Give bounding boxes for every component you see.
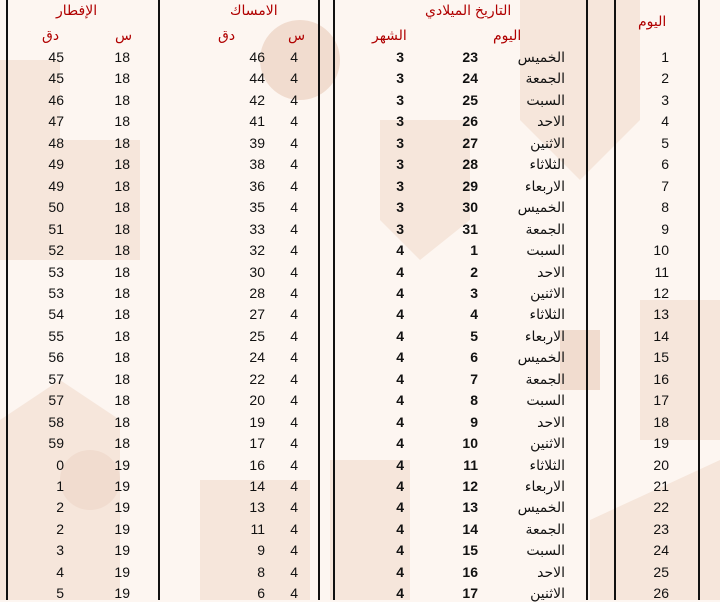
cell-month: 4 xyxy=(396,563,404,580)
cell-day-index: 12 xyxy=(653,284,669,301)
cell-imsak-hour: 4 xyxy=(290,499,298,516)
cell-month: 3 xyxy=(396,49,404,65)
cell-iftar-hour: 18 xyxy=(114,49,130,65)
cell-day-of-month: 4 xyxy=(470,306,478,323)
cell-day-of-month: 31 xyxy=(462,220,478,237)
cell-iftar-minute: 47 xyxy=(48,113,64,130)
cell-day-of-month: 29 xyxy=(462,177,478,194)
cell-imsak-minute: 44 xyxy=(249,70,265,87)
cell-day-index: 10 xyxy=(653,242,669,259)
cell-month: 4 xyxy=(396,585,404,602)
cell-iftar-minute: 53 xyxy=(48,284,64,301)
cell-month: 4 xyxy=(396,306,404,323)
cell-iftar-minute: 57 xyxy=(48,392,64,409)
cell-imsak-hour: 4 xyxy=(290,563,298,580)
cell-iftar-minute: 45 xyxy=(48,70,64,87)
header-gregorian-date: التاريخ الميلادي xyxy=(425,2,512,18)
cell-imsak-minute: 39 xyxy=(249,134,265,151)
cell-day-index: 3 xyxy=(661,91,669,108)
cell-day-index: 14 xyxy=(653,327,669,344)
cell-imsak-hour: 4 xyxy=(290,370,298,387)
cell-iftar-hour: 18 xyxy=(114,70,130,87)
cell-weekday: الاربعاء xyxy=(524,177,565,194)
cell-iftar-hour: 19 xyxy=(114,456,130,473)
cell-month: 4 xyxy=(396,242,404,259)
subheader-day: اليوم xyxy=(493,27,522,43)
cell-month: 4 xyxy=(396,435,404,452)
cell-imsak-hour: 4 xyxy=(290,220,298,237)
cell-weekday: الاحد xyxy=(537,563,565,580)
cell-day-of-month: 5 xyxy=(470,327,478,344)
cell-month: 4 xyxy=(396,542,404,559)
column-divider-2 xyxy=(158,0,160,600)
cell-iftar-minute: 59 xyxy=(48,435,64,452)
cell-imsak-hour: 4 xyxy=(290,70,298,87)
cell-day-index: 19 xyxy=(653,435,669,452)
cell-month: 4 xyxy=(396,349,404,366)
cell-day-of-month: 7 xyxy=(470,370,478,387)
cell-weekday: الخميس xyxy=(517,199,565,216)
cell-weekday: الاربعاء xyxy=(524,478,565,494)
cell-imsak-minute: 13 xyxy=(249,499,265,516)
cell-day-index: 2 xyxy=(661,70,669,87)
cell-imsak-hour: 4 xyxy=(290,435,298,452)
cell-iftar-minute: 0 xyxy=(56,456,64,473)
cell-iftar-hour: 19 xyxy=(114,563,130,580)
cell-iftar-minute: 49 xyxy=(48,156,64,173)
cell-weekday: الجمعة xyxy=(525,220,565,237)
cell-weekday: الاربعاء xyxy=(524,327,565,344)
cell-day-of-month: 23 xyxy=(462,49,478,65)
cell-imsak-hour: 4 xyxy=(290,156,298,173)
cell-imsak-hour: 4 xyxy=(290,49,298,65)
cell-imsak-minute: 8 xyxy=(257,563,265,580)
cell-month: 3 xyxy=(396,91,404,108)
cell-imsak-minute: 35 xyxy=(249,199,265,216)
cell-imsak-hour: 4 xyxy=(290,349,298,366)
cell-imsak-hour: 4 xyxy=(290,413,298,430)
subheader-imsak-minute: دق xyxy=(218,27,236,43)
cell-day-of-month: 14 xyxy=(462,520,478,537)
cell-day-of-month: 30 xyxy=(462,199,478,216)
cell-month: 4 xyxy=(396,327,404,344)
cell-iftar-minute: 57 xyxy=(48,370,64,387)
cell-iftar-hour: 18 xyxy=(114,370,130,387)
column-divider-7 xyxy=(698,0,700,600)
cell-weekday: الثلاثاء xyxy=(529,456,565,473)
cell-iftar-minute: 2 xyxy=(56,499,64,516)
cell-weekday: الاحد xyxy=(537,263,565,280)
cell-weekday: السبت xyxy=(526,542,565,559)
header-imsak: الامساك xyxy=(230,2,278,18)
cell-iftar-hour: 19 xyxy=(114,499,130,516)
cell-day-index: 7 xyxy=(661,177,669,194)
cell-iftar-hour: 18 xyxy=(114,349,130,366)
cell-day-index: 15 xyxy=(653,349,669,366)
cell-day-of-month: 13 xyxy=(462,499,478,516)
subheader-iftar-hour: س xyxy=(115,27,133,43)
cell-imsak-minute: 14 xyxy=(249,478,265,494)
cell-iftar-hour: 18 xyxy=(114,435,130,452)
cell-month: 4 xyxy=(396,263,404,280)
cell-imsak-minute: 16 xyxy=(249,456,265,473)
cell-imsak-hour: 4 xyxy=(290,134,298,151)
cell-imsak-hour: 4 xyxy=(290,113,298,130)
cell-weekday: الخميس xyxy=(517,49,565,65)
cell-weekday: الاحد xyxy=(537,113,565,130)
cell-day-index: 4 xyxy=(661,113,669,130)
subheader-iftar-minute: دق xyxy=(42,27,60,43)
cell-imsak-minute: 11 xyxy=(250,520,265,537)
cell-day-index: 20 xyxy=(653,456,669,473)
cell-weekday: الاثنين xyxy=(530,435,565,452)
cell-imsak-hour: 4 xyxy=(290,199,298,216)
cell-iftar-hour: 18 xyxy=(114,242,130,259)
cell-day-index: 9 xyxy=(661,220,669,237)
cell-iftar-hour: 19 xyxy=(114,520,130,537)
cell-imsak-minute: 17 xyxy=(249,435,265,452)
cell-day-of-month: 15 xyxy=(462,542,478,559)
cell-imsak-minute: 46 xyxy=(249,49,265,65)
cell-iftar-hour: 19 xyxy=(114,478,130,494)
column-divider-6 xyxy=(614,0,616,600)
cell-weekday: الاثنين xyxy=(530,585,565,602)
cell-weekday: السبت xyxy=(526,392,565,409)
cell-weekday: الثلاثاء xyxy=(529,306,565,323)
cell-iftar-minute: 51 xyxy=(48,220,64,237)
cell-iftar-hour: 18 xyxy=(114,263,130,280)
cell-imsak-hour: 4 xyxy=(290,585,298,602)
cell-iftar-hour: 18 xyxy=(114,177,130,194)
cell-day-of-month: 2 xyxy=(470,263,478,280)
cell-iftar-minute: 52 xyxy=(48,242,64,259)
cell-day-of-month: 8 xyxy=(470,392,478,409)
cell-day-of-month: 3 xyxy=(470,284,478,301)
cell-iftar-hour: 18 xyxy=(114,306,130,323)
cell-day-of-month: 27 xyxy=(462,134,478,151)
cell-month: 4 xyxy=(396,370,404,387)
cell-iftar-hour: 18 xyxy=(114,392,130,409)
cell-iftar-hour: 18 xyxy=(114,113,130,130)
cell-imsak-minute: 42 xyxy=(249,91,265,108)
header-day-index: اليوم xyxy=(638,13,667,29)
cell-iftar-hour: 19 xyxy=(114,542,130,559)
cell-month: 4 xyxy=(396,478,404,494)
cell-day-of-month: 9 xyxy=(470,413,478,430)
cell-day-of-month: 28 xyxy=(462,156,478,173)
cell-imsak-minute: 9 xyxy=(257,542,265,559)
cell-imsak-minute: 24 xyxy=(249,349,265,366)
cell-imsak-minute: 41 xyxy=(249,113,265,130)
cell-month: 3 xyxy=(396,70,404,87)
cell-imsak-minute: 19 xyxy=(249,413,265,430)
cell-iftar-minute: 53 xyxy=(48,263,64,280)
cell-iftar-minute: 1 xyxy=(56,478,64,494)
cell-weekday: الجمعة xyxy=(525,520,565,537)
cell-iftar-hour: 18 xyxy=(114,134,130,151)
cell-imsak-hour: 4 xyxy=(290,284,298,301)
cell-month: 4 xyxy=(396,284,404,301)
cell-iftar-minute: 3 xyxy=(56,542,64,559)
cell-day-of-month: 25 xyxy=(462,91,478,108)
cell-iftar-hour: 18 xyxy=(114,220,130,237)
cell-imsak-minute: 36 xyxy=(249,177,265,194)
cell-iftar-hour: 18 xyxy=(114,327,130,344)
cell-day-index: 1 xyxy=(661,49,669,65)
header-iftar: الإفطار xyxy=(56,2,98,18)
cell-imsak-minute: 33 xyxy=(249,220,265,237)
cell-weekday: الخميس xyxy=(517,499,565,516)
cell-imsak-hour: 4 xyxy=(290,392,298,409)
column-divider-5 xyxy=(586,0,588,600)
cell-month: 3 xyxy=(396,177,404,194)
cell-iftar-minute: 46 xyxy=(48,91,64,108)
cell-imsak-minute: 27 xyxy=(249,306,265,323)
cell-month: 3 xyxy=(396,156,404,173)
cell-day-index: 23 xyxy=(653,520,669,537)
cell-month: 3 xyxy=(396,113,404,130)
cell-day-index: 26 xyxy=(653,585,669,602)
cell-imsak-hour: 4 xyxy=(290,542,298,559)
column-divider-3 xyxy=(318,0,320,600)
cell-weekday: الثلاثاء xyxy=(529,156,565,173)
cell-day-of-month: 12 xyxy=(462,478,478,494)
cell-imsak-hour: 4 xyxy=(290,456,298,473)
cell-imsak-minute: 20 xyxy=(249,392,265,409)
cell-month: 3 xyxy=(396,134,404,151)
cell-imsak-hour: 4 xyxy=(290,263,298,280)
cell-day-index: 24 xyxy=(653,542,669,559)
cell-month: 4 xyxy=(396,456,404,473)
cell-month: 3 xyxy=(396,199,404,216)
cell-weekday: السبت xyxy=(526,242,565,259)
cell-day-of-month: 16 xyxy=(462,563,478,580)
cell-iftar-minute: 2 xyxy=(56,520,64,537)
cell-imsak-minute: 38 xyxy=(249,156,265,173)
cell-imsak-minute: 28 xyxy=(249,284,265,301)
cell-month: 4 xyxy=(396,499,404,516)
cell-day-of-month: 1 xyxy=(470,242,478,259)
cell-iftar-hour: 18 xyxy=(114,156,130,173)
column-divider-4 xyxy=(333,0,335,600)
cell-imsak-hour: 4 xyxy=(290,327,298,344)
cell-month: 4 xyxy=(396,413,404,430)
cell-iftar-hour: 18 xyxy=(114,284,130,301)
cell-imsak-minute: 32 xyxy=(249,242,265,259)
cell-weekday: الجمعة xyxy=(525,370,565,387)
cell-imsak-minute: 6 xyxy=(257,585,265,602)
cell-day-index: 18 xyxy=(653,413,669,430)
cell-day-index: 17 xyxy=(653,392,669,409)
cell-day-index: 8 xyxy=(661,199,669,216)
cell-day-index: 5 xyxy=(661,134,669,151)
cell-imsak-hour: 4 xyxy=(290,177,298,194)
column-divider-1 xyxy=(6,0,8,600)
cell-day-index: 25 xyxy=(653,563,669,580)
cell-iftar-hour: 18 xyxy=(114,199,130,216)
cell-imsak-minute: 22 xyxy=(249,370,265,387)
cell-iftar-hour: 18 xyxy=(114,413,130,430)
cell-iftar-minute: 56 xyxy=(48,349,64,366)
cell-imsak-hour: 4 xyxy=(290,306,298,323)
cell-imsak-hour: 4 xyxy=(290,91,298,108)
cell-imsak-minute: 25 xyxy=(249,327,265,344)
cell-month: 4 xyxy=(396,520,404,537)
cell-day-of-month: 10 xyxy=(462,435,478,452)
cell-iftar-minute: 5 xyxy=(56,585,64,602)
cell-iftar-minute: 49 xyxy=(48,177,64,194)
cell-iftar-minute: 45 xyxy=(48,49,64,65)
cell-imsak-hour: 4 xyxy=(290,478,298,494)
cell-day-index: 21 xyxy=(653,478,669,494)
cell-imsak-minute: 30 xyxy=(249,263,265,280)
cell-iftar-minute: 55 xyxy=(48,327,64,344)
subheader-imsak-hour: س xyxy=(288,27,306,43)
cell-imsak-hour: 4 xyxy=(290,242,298,259)
cell-day-index: 13 xyxy=(653,306,669,323)
cell-iftar-minute: 54 xyxy=(48,306,64,323)
cell-imsak-hour: 4 xyxy=(290,520,298,537)
subheader-month: الشهر xyxy=(372,27,407,43)
cell-day-of-month: 11 xyxy=(463,456,478,473)
cell-weekday: السبت xyxy=(526,91,565,108)
cell-month: 3 xyxy=(396,220,404,237)
cell-weekday: الجمعة xyxy=(525,70,565,87)
cell-iftar-hour: 18 xyxy=(114,91,130,108)
cell-day-index: 16 xyxy=(653,370,669,387)
cell-day-index: 22 xyxy=(653,499,669,516)
cell-day-of-month: 17 xyxy=(462,585,478,602)
cell-weekday: الاحد xyxy=(537,413,565,430)
cell-iftar-hour: 19 xyxy=(114,585,130,602)
cell-weekday: الخميس xyxy=(517,349,565,366)
cell-weekday: الاثنين xyxy=(530,134,565,151)
cell-iftar-minute: 50 xyxy=(48,199,64,216)
cell-day-of-month: 26 xyxy=(462,113,478,130)
cell-day-of-month: 6 xyxy=(470,349,478,366)
cell-iftar-minute: 58 xyxy=(48,413,64,430)
cell-day-of-month: 24 xyxy=(462,70,478,87)
cell-weekday: الاثنين xyxy=(530,284,565,301)
cell-day-index: 11 xyxy=(654,263,669,280)
cell-iftar-minute: 48 xyxy=(48,134,64,151)
cell-iftar-minute: 4 xyxy=(56,563,64,580)
cell-month: 4 xyxy=(396,392,404,409)
cell-day-index: 6 xyxy=(661,156,669,173)
